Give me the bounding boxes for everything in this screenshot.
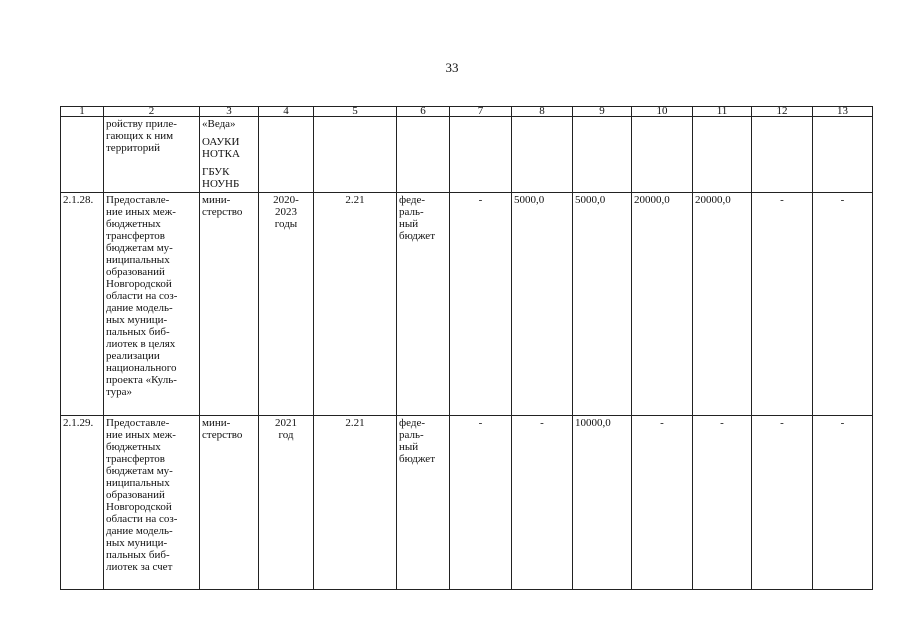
value-cell: - (752, 416, 813, 590)
indicator-cell: 2.21 (314, 416, 397, 590)
measure-name-cell (104, 117, 200, 193)
header-cell: 7 (450, 107, 512, 117)
text-line: национального (106, 362, 177, 374)
text-line: раль- (399, 206, 424, 218)
text-line: стерство (202, 429, 243, 441)
text-line: тура» (106, 386, 133, 398)
text-line: феде- (399, 194, 426, 206)
text-line: области на соз- (106, 290, 178, 302)
text-line: 2020- (273, 194, 299, 206)
text-line: ние иных меж- (106, 206, 176, 218)
text-line: 2023 (275, 206, 297, 218)
executor-cell (200, 117, 259, 193)
text-line: ных муници- (106, 314, 168, 326)
header-cell: 3 (200, 107, 259, 117)
table-row (61, 117, 873, 193)
executor-cell (200, 193, 259, 416)
value-cell (632, 117, 693, 193)
row-number-cell: 2.1.29. (61, 416, 104, 590)
value-cell: 20000,0 (693, 193, 752, 416)
text-line: ниципальных (106, 477, 170, 489)
text-line: пальных биб- (106, 326, 170, 338)
text-line: год (278, 429, 294, 441)
row-number-cell (61, 117, 104, 193)
value-cell (573, 117, 632, 193)
text-line: стерство (202, 206, 243, 218)
period-cell (259, 193, 314, 416)
text-line: мини- (202, 194, 231, 206)
text-line: бюджетам му- (106, 465, 173, 477)
text-line: бюджет (399, 453, 435, 465)
text-line: трансфертов (106, 230, 165, 242)
value-cell (450, 117, 512, 193)
text-line: ный (399, 441, 419, 453)
header-cell: 13 (813, 107, 873, 117)
value-cell: 5000,0 (512, 193, 573, 416)
text-line: ных муници- (106, 537, 168, 549)
header-cell: 4 (259, 107, 314, 117)
header-cell: 8 (512, 107, 573, 117)
text-line: НОТКА (202, 148, 240, 160)
measure-name-cell (104, 416, 200, 590)
text-line: ние иных меж- (106, 429, 176, 441)
text-line: Предоставле- (106, 194, 170, 206)
indicator-cell: 2.21 (314, 193, 397, 416)
value-cell: - (450, 193, 512, 416)
value-cell: - (813, 416, 873, 590)
executor-cell (200, 416, 259, 590)
value-cell: 5000,0 (573, 193, 632, 416)
header-cell: 5 (314, 107, 397, 117)
text-line: образований (106, 489, 165, 501)
header-cell: 2 (104, 107, 200, 117)
value-cell (752, 117, 813, 193)
text-line: 2021 (275, 417, 297, 429)
value-cell (512, 117, 573, 193)
header-cell: 1 (61, 107, 104, 117)
source-cell (397, 416, 450, 590)
text-line: мини- (202, 417, 231, 429)
text-line: бюджет (399, 230, 435, 242)
text-line: области на соз- (106, 513, 178, 525)
text-line: Новгородской (106, 278, 172, 290)
row-number-cell: 2.1.28. (61, 193, 104, 416)
header-cell: 11 (693, 107, 752, 117)
value-cell (693, 117, 752, 193)
period-cell (259, 117, 314, 193)
text-line: лиотек за счет (106, 561, 173, 573)
source-cell (397, 193, 450, 416)
text-line: дание модель- (106, 525, 173, 537)
header-cell: 9 (573, 107, 632, 117)
text-line: проекта «Куль- (106, 374, 177, 386)
text-line: ниципальных (106, 254, 170, 266)
text-line: раль- (399, 429, 424, 441)
text-line: «Веда» (202, 118, 236, 130)
text-line: ГБУК (202, 166, 230, 178)
text-line: Предоставле- (106, 417, 170, 429)
text-line: ройству приле- (106, 118, 177, 130)
budget-table (60, 106, 873, 590)
text-line: трансфертов (106, 453, 165, 465)
text-line: бюджетных (106, 441, 161, 453)
value-cell: - (813, 193, 873, 416)
header-cell: 6 (397, 107, 450, 117)
text-line: бюджетам му- (106, 242, 173, 254)
text-line: гающих к ним (106, 130, 174, 142)
text-line: феде- (399, 417, 426, 429)
text-line: территорий (106, 142, 161, 154)
header-row (61, 107, 873, 117)
table-row (61, 193, 873, 416)
value-cell: - (752, 193, 813, 416)
value-cell: - (512, 416, 573, 590)
measure-name-cell (104, 193, 200, 416)
table-row (61, 416, 873, 590)
text-line: пальных биб- (106, 549, 170, 561)
source-cell (397, 117, 450, 193)
value-cell: 20000,0 (632, 193, 693, 416)
value-cell: - (450, 416, 512, 590)
text-line: ОАУКИ (202, 136, 240, 148)
page-number: 33 (445, 60, 459, 75)
text-line: НОУНБ (202, 178, 240, 190)
text-line: лиотек в целях (106, 338, 176, 350)
value-cell (813, 117, 873, 193)
text-line: реализации (106, 350, 160, 362)
header-cell: 12 (752, 107, 813, 117)
text-line: Новгородской (106, 501, 172, 513)
text-line: годы (274, 218, 298, 230)
value-cell: - (632, 416, 693, 590)
text-line: дание модель- (106, 302, 173, 314)
value-cell: 10000,0 (573, 416, 632, 590)
period-cell (259, 416, 314, 590)
header-cell: 10 (632, 107, 693, 117)
text-line: бюджетных (106, 218, 161, 230)
text-line: образований (106, 266, 165, 278)
indicator-cell (314, 117, 397, 193)
text-line: ный (399, 218, 419, 230)
value-cell: - (693, 416, 752, 590)
